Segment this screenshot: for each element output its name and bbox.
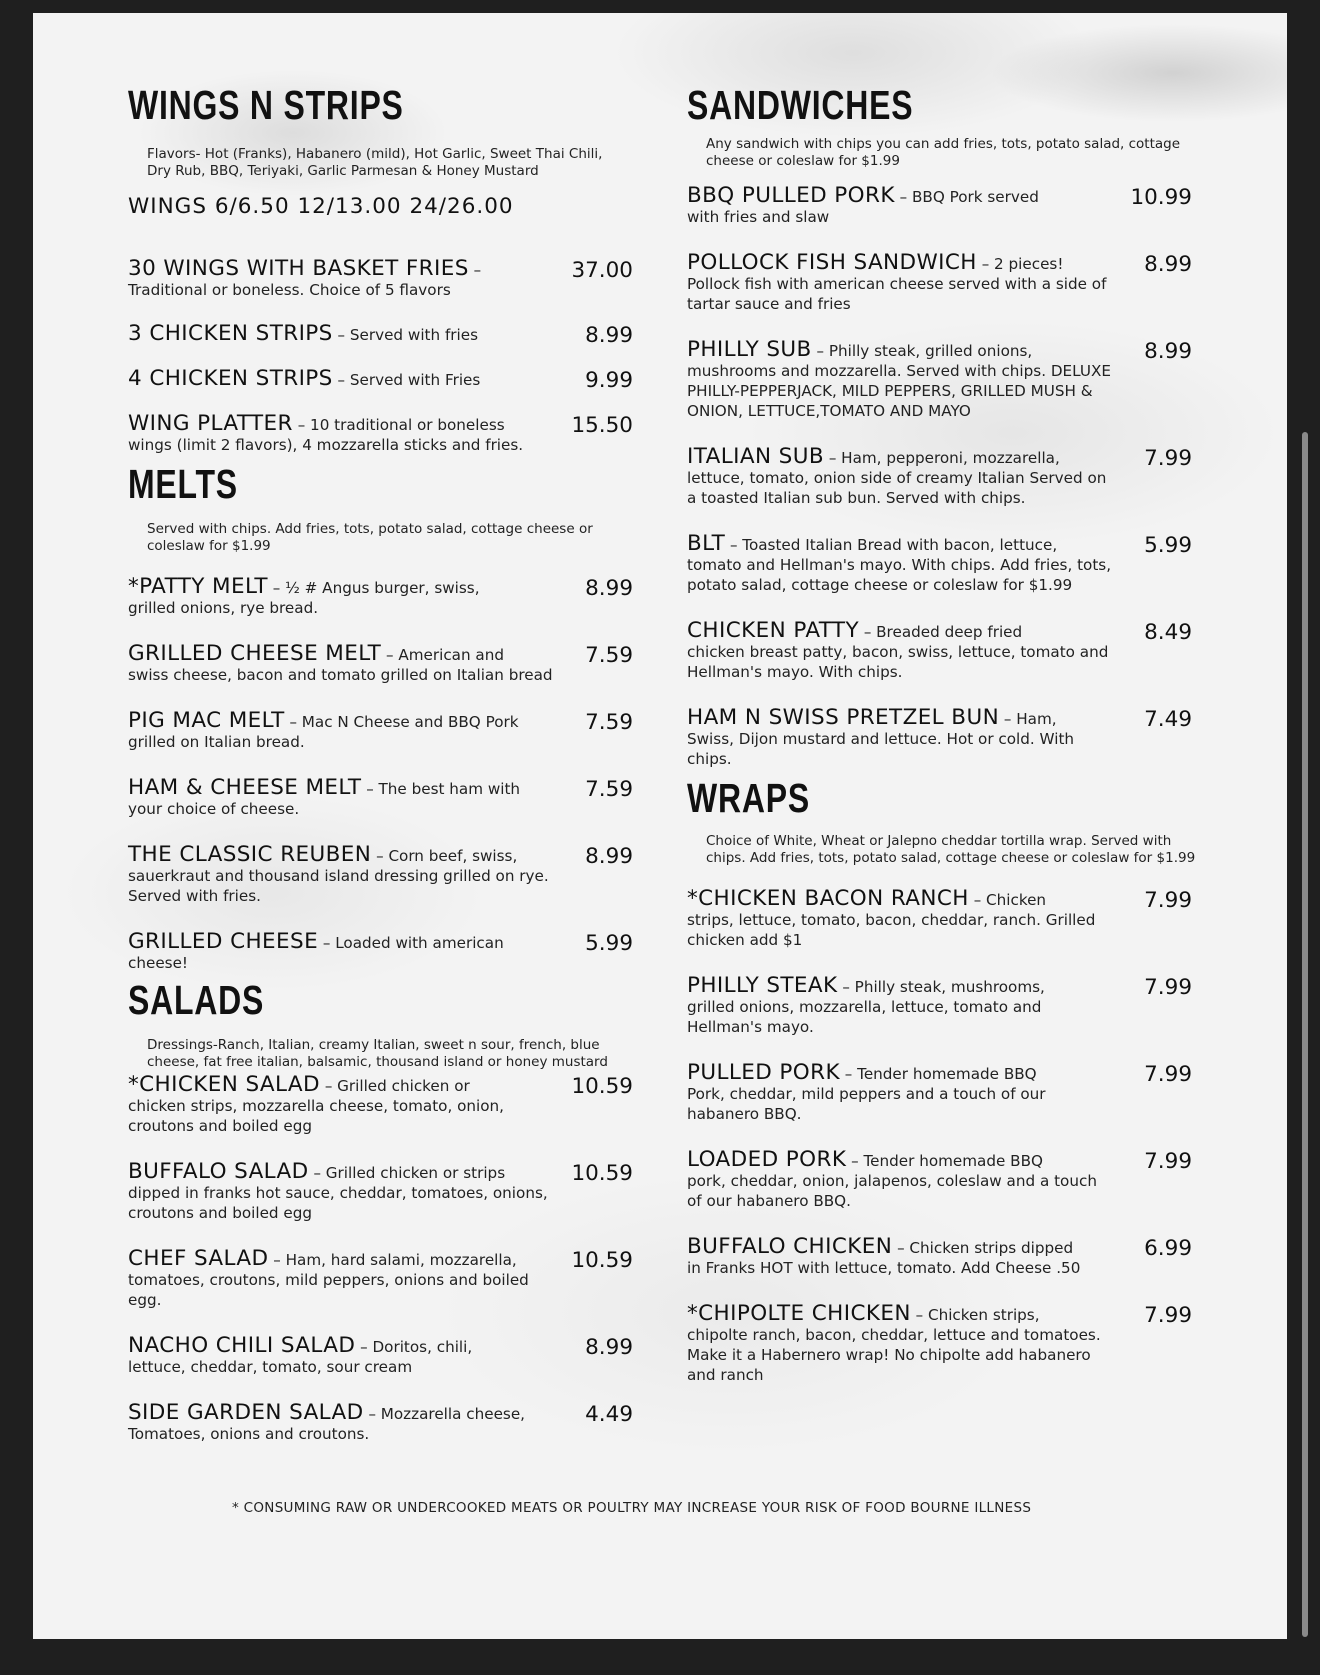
menu-item-text (128, 1333, 633, 1377)
menu-item-inline-desc: Chicken strips, (927, 1306, 1040, 1324)
menu-item-price: 5.99 (585, 931, 633, 956)
menu-item-price: 4.49 (585, 1402, 633, 1427)
menu-item (687, 1234, 1192, 1278)
menu-item (687, 444, 1192, 508)
menu-item-desc: grilled onions, rye bread. (128, 599, 319, 617)
menu-item-text (128, 708, 633, 752)
dash-separator: – (851, 1152, 859, 1170)
menu-item-name: CHICKEN PATTY (687, 618, 859, 643)
dash-separator: – (844, 1065, 853, 1083)
menu-item-text (687, 1234, 1192, 1278)
menu-item (687, 886, 1192, 950)
dash-separator: – (863, 623, 872, 641)
menu-item-text (687, 1060, 1192, 1124)
salads-section (128, 977, 633, 1444)
menu-item-price: 8.99 (585, 576, 633, 601)
menu-item-text (128, 1072, 633, 1136)
menu-item-price: 8.99 (585, 844, 633, 869)
menu-item-name: PHILLY STEAK (687, 973, 838, 998)
menu-item-inline-desc: Mac N Cheese and BBQ Pork (301, 713, 519, 731)
menu-item-inline-desc: Loaded with american (335, 934, 504, 952)
menu-item-desc: chicken breast patty, bacon, swiss, lettuce, tomato and Hellman's mayo. With chips. (687, 643, 1109, 681)
menu-item-inline-desc: Doritos, chili, (372, 1338, 473, 1356)
dash-separator: – (297, 416, 306, 434)
menu-item-price: 6.99 (1144, 1236, 1192, 1261)
menu-item-price: 10.59 (571, 1074, 633, 1099)
menu-item-price: 37.00 (571, 258, 633, 283)
menu-item-text (128, 1400, 633, 1444)
menu-item-text (128, 411, 633, 455)
menu-item-inline-desc: Breaded deep fried (876, 623, 1023, 641)
menu-item-list (128, 574, 633, 973)
menu-item-inline-desc: BBQ Pork served (911, 188, 1039, 206)
menu-item-name: PULLED PORK (687, 1060, 840, 1085)
menu-item (687, 1301, 1192, 1385)
menu-item-desc: Swiss, Dijon mustard and lettuce. Hot or cold. With chips. (687, 730, 1075, 768)
menu-item (687, 183, 1192, 227)
dash-separator: – (337, 371, 346, 389)
menu-item-name: CHEF SALAD (128, 1246, 269, 1271)
menu-item-inline-desc: Mozzarella cheese, (380, 1405, 526, 1423)
dash-separator: – (473, 261, 482, 279)
section-title: SANDWICHES (687, 82, 914, 128)
menu-item-name: ITALIAN SUB (687, 444, 824, 469)
menu-item-inline-desc: Chicken strips dipped (909, 1239, 1074, 1257)
menu-item-inline-desc: Served with Fries (349, 371, 481, 389)
menu-item-desc: lettuce, tomato, onion side of creamy Italian Served on a toasted Italian sub bun. Served with chips. (687, 469, 1107, 507)
menu-item-name: BUFFALO CHICKEN (687, 1234, 893, 1259)
section-note: Flavors- Hot (Franks), Habanero (mild), Hot Garlic, Sweet Thai Chili, Dry Rub, BBQ, Teriyaki, Garlic Parmesan & Honey Mustard (147, 146, 603, 179)
menu-item (128, 641, 633, 685)
menu-item-inline-desc: Ham, (1016, 710, 1057, 728)
menu-item-name: 30 WINGS WITH BASKET FRIES (128, 256, 469, 281)
wings-price-line: WINGS 6/6.50 12/13.00 24/26.00 (128, 194, 514, 219)
menu-item (128, 321, 633, 348)
scrollbar[interactable] (1302, 432, 1308, 1637)
menu-item-price: 8.99 (585, 1335, 633, 1360)
menu-item (128, 1159, 633, 1223)
dash-separator: – (337, 326, 346, 344)
menu-item-inline-desc: Grilled chicken or (337, 1077, 470, 1095)
menu-item-price: 7.99 (1144, 1062, 1192, 1087)
menu-item-name: HAM N SWISS PRETZEL BUN (687, 705, 1000, 730)
menu-item-inline-desc: Philly steak, mushrooms, (854, 978, 1045, 996)
menu-item (128, 256, 633, 300)
menu-item-price: 7.99 (1144, 1149, 1192, 1174)
menu-item (687, 973, 1192, 1037)
menu-item-name: POLLOCK FISH SANDWICH (687, 250, 977, 275)
menu-item-name: HAM & CHEESE MELT (128, 775, 362, 800)
right-column (687, 82, 1196, 1385)
menu-item-text (128, 574, 633, 618)
menu-item-price: 7.59 (585, 710, 633, 735)
menu-item-price: 7.99 (1144, 888, 1192, 913)
menu-item-text (687, 618, 1192, 682)
dash-separator: – (1003, 710, 1012, 728)
menu-item-list (687, 886, 1192, 1385)
menu-item-text (128, 1159, 633, 1223)
wings-section (128, 82, 633, 455)
menu-item (687, 531, 1192, 595)
menu-item-name: BBQ PULLED PORK (687, 183, 895, 208)
section-title: MELTS (128, 461, 238, 507)
section-note: Served with chips. Add fries, tots, potato salad, cottage cheese or coleslaw for $1.99 (147, 521, 593, 554)
menu-item-name: PIG MAC MELT (128, 708, 285, 733)
menu-item-inline-desc: The best ham with (378, 780, 521, 798)
menu-item-inline-desc: Philly steak, grilled onions, (828, 342, 1033, 360)
menu-item-price: 10.59 (571, 1161, 633, 1186)
menu-item (128, 1246, 633, 1310)
menu-item (687, 1060, 1192, 1124)
menu-item-desc: grilled on Italian bread. (128, 733, 305, 751)
menu-item-price: 7.99 (1144, 975, 1192, 1000)
menu-item-desc: lettuce, cheddar, tomato, sour cream (128, 1358, 413, 1376)
menu-item-text (687, 1301, 1192, 1385)
menu-item-inline-desc: American and (398, 646, 505, 664)
menu-item-name: 4 CHICKEN STRIPS (128, 366, 333, 391)
dash-separator: – (897, 1239, 905, 1257)
menu-item-price: 9.99 (585, 368, 633, 393)
menu-item-text (687, 886, 1192, 950)
menu-item-list (128, 1072, 633, 1444)
menu-item-name: *PATTY MELT (128, 574, 268, 599)
menu-item (128, 775, 633, 819)
menu-item-price: 15.50 (571, 413, 633, 438)
menu-item-text (687, 183, 1192, 227)
menu-item-desc: Tomatoes, onions and croutons. (128, 1425, 370, 1443)
dash-separator: – (272, 579, 281, 597)
menu-item (128, 1333, 633, 1377)
dash-separator: – (366, 780, 374, 798)
menu-item-price: 7.49 (1144, 707, 1192, 732)
dash-separator: – (289, 713, 297, 731)
menu-item-desc: pork, cheddar, onion, jalapenos, coleslaw and a touch of our habanero BBQ. (687, 1172, 1097, 1210)
menu-item-text (128, 842, 633, 906)
menu-item (128, 411, 633, 455)
menu-item-desc: Traditional or boneless. Choice of 5 flavors (128, 281, 451, 299)
menu-item-text (128, 256, 633, 300)
section-note: Any sandwich with chips you can add fries, tots, potato salad, cottage cheese or coleslaw for $1.99 (706, 136, 1181, 169)
menu-item-desc: sauerkraut and thousand island dressing grilled on rye. Served with fries. (128, 867, 549, 905)
menu-item-price: 8.99 (585, 323, 633, 348)
menu-item (687, 1147, 1192, 1211)
menu-item-text (128, 775, 633, 819)
dash-separator: – (322, 934, 331, 952)
dash-separator: – (899, 188, 908, 206)
menu-item-desc: grilled onions, mozzarella, lettuce, tomato and Hellman's mayo. (687, 998, 1042, 1036)
menu-item-text (687, 444, 1192, 508)
menu-item (687, 705, 1192, 769)
menu-item-text (128, 321, 633, 346)
menu-item-desc: strips, lettuce, tomato, bacon, cheddar, ranch. Grilled chicken add $1 (687, 911, 1096, 949)
menu-item-desc: your choice of cheese. (128, 800, 300, 818)
menu-item-name: GRILLED CHEESE MELT (128, 641, 382, 666)
menu-item-price: 7.59 (585, 777, 633, 802)
menu-item-text (687, 531, 1192, 595)
menu-item-price: 7.59 (585, 643, 633, 668)
dash-separator: – (973, 891, 982, 909)
dash-separator: – (313, 1164, 321, 1182)
menu-item-price: 5.99 (1144, 533, 1192, 558)
menu-item-desc: tomatoes, croutons, mild peppers, onions and boiled egg. (128, 1271, 529, 1309)
dash-separator: – (368, 1405, 376, 1423)
menu-item-inline-desc: Tender homemade BBQ (857, 1065, 1037, 1083)
menu-item-inline-desc: Tender homemade BBQ (863, 1152, 1043, 1170)
menu-item-price: 8.99 (1144, 339, 1192, 364)
menu-item-inline-desc: ½ # Angus burger, swiss, (285, 579, 480, 597)
menu-item-name: BUFFALO SALAD (128, 1159, 309, 1184)
menu-item-desc: tomato and Hellman's mayo. With chips. Add fries, tots, potato salad, cottage cheese or coleslaw for $1.99 (687, 556, 1112, 594)
menu-item-name: LOADED PORK (687, 1147, 847, 1172)
menu-item (128, 574, 633, 618)
menu-item-desc: Pork, cheddar, mild peppers and a touch of our habanero BBQ. (687, 1085, 1046, 1123)
section-title: WRAPS (687, 775, 810, 821)
menu-item-name: *CHICKEN SALAD (128, 1072, 320, 1097)
menu-item-price: 7.99 (1144, 446, 1192, 471)
dash-separator: – (981, 255, 990, 273)
menu-item-desc: Pollock fish with american cheese served with a side of tartar sauce and fries (687, 275, 1107, 313)
menu-item-name: GRILLED CHEESE (128, 929, 319, 954)
menu-item-desc: swiss cheese, bacon and tomato grilled on Italian bread (128, 666, 553, 684)
menu-item-name: THE CLASSIC REUBEN (128, 842, 372, 867)
sandwiches-section (687, 82, 1192, 769)
menu-item-inline-desc: Chicken (986, 891, 1047, 909)
menu-item-name: WING PLATTER (128, 411, 293, 436)
menu-item-desc: chicken strips, mozzarella cheese, tomato, onion, croutons and boiled egg (128, 1097, 505, 1135)
menu-item-text (128, 1246, 633, 1310)
menu-item (128, 1400, 633, 1444)
dash-separator: – (816, 342, 825, 360)
menu-item-name: *CHICKEN BACON RANCH (687, 886, 969, 911)
menu-item-text (128, 641, 633, 685)
menu-item-name: SIDE GARDEN SALAD (128, 1400, 364, 1425)
menu-item-name: *CHIPOLTE CHICKEN (687, 1301, 911, 1326)
menu-item-text (687, 973, 1192, 1037)
menu-item-inline-desc: Served with fries (349, 326, 479, 344)
menu-item-name: PHILLY SUB (687, 337, 812, 362)
section-note: Dressings-Ranch, Italian, creamy Italian, sweet n sour, french, blue cheese, fat free italian, balsamic, thousand island or honey mustard (147, 1037, 608, 1070)
menu-item (687, 337, 1192, 421)
menu-item-price: 10.59 (571, 1248, 633, 1273)
menu-item-text (687, 1147, 1192, 1211)
menu-item-text (687, 337, 1192, 421)
menu-item-text (128, 366, 633, 391)
menu-item (128, 842, 633, 906)
menu-item-inline-desc: Grilled chicken or strips (325, 1164, 506, 1182)
menu-item-price: 8.49 (1144, 620, 1192, 645)
section-title: WINGS N STRIPS (128, 82, 404, 128)
menu-item-price: 8.99 (1144, 252, 1192, 277)
section-title: SALADS (128, 977, 265, 1023)
menu-item-inline-desc: Ham, hard salami, mozzarella, (285, 1251, 517, 1269)
menu-item-inline-desc: Ham, pepperoni, mozzarella, (841, 449, 1060, 467)
left-column (128, 82, 633, 1444)
dash-separator: – (915, 1306, 924, 1324)
menu-item-desc: with fries and slaw (687, 208, 830, 226)
dash-separator: – (360, 1338, 368, 1356)
menu-item-text (687, 250, 1192, 314)
dash-separator: – (273, 1251, 281, 1269)
menu-item-desc: chipolte ranch, bacon, cheddar, lettuce and tomatoes. Make it a Habernero wrap! No chipolte add habanero and ranch (687, 1326, 1101, 1384)
footnote: * CONSUMING RAW OR UNDERCOOKED MEATS OR POULTRY MAY INCREASE YOUR RISK OF FOOD BOURNE ILLNESS (232, 1500, 1032, 1516)
menu-item-desc: dipped in franks hot sauce, cheddar, tomatoes, onions, croutons and boiled egg (128, 1184, 548, 1222)
dash-separator: – (376, 847, 384, 865)
dash-separator: – (324, 1077, 333, 1095)
menu-item (128, 1072, 633, 1136)
menu-item-name: NACHO CHILI SALAD (128, 1333, 356, 1358)
menu-item-name: BLT (687, 531, 726, 556)
menu-item-desc: mushrooms and mozzarella. Served with chips. DELUXE PHILLY-PEPPERJACK, MILD PEPPERS, GRILLED MUSH & ONION, LETTUCE,TOMATO AND MAYO (687, 362, 1111, 420)
dash-separator: – (729, 536, 738, 554)
melts-section (128, 461, 633, 973)
menu-item (128, 366, 633, 393)
menu-item-inline-desc: Corn beef, swiss, (388, 847, 518, 865)
menu-item (687, 618, 1192, 682)
menu-item-text (687, 705, 1192, 769)
menu-item-desc: in Franks HOT with lettuce, tomato. Add Cheese .50 (687, 1259, 1081, 1277)
menu-item-inline-desc: Toasted Italian Bread with bacon, lettuce, (742, 536, 1058, 554)
menu-item (687, 250, 1192, 314)
menu-item-inline-desc: 10 traditional or boneless (310, 416, 505, 434)
menu-item-desc: cheese! (128, 954, 189, 972)
menu-item-inline-desc: 2 pieces! (994, 255, 1064, 273)
wraps-section (687, 775, 1196, 1385)
menu-item-name: 3 CHICKEN STRIPS (128, 321, 333, 346)
menu-item-text (128, 929, 633, 973)
menu-item-list (128, 256, 633, 455)
menu-item-price: 10.99 (1130, 185, 1192, 210)
menu-item (128, 708, 633, 752)
menu-item (128, 929, 633, 973)
menu-item-list (687, 183, 1192, 769)
menu-item-price: 7.99 (1144, 1303, 1192, 1328)
dash-separator: – (842, 978, 850, 996)
menu-item-desc: wings (limit 2 flavors), 4 mozzarella sticks and fries. (128, 436, 524, 454)
section-note: Choice of White, Wheat or Jalepno cheddar tortilla wrap. Served with chips. Add fries, tots, potato salad, cottage cheese or coleslaw for $1.99 (706, 833, 1196, 866)
dash-separator: – (386, 646, 394, 664)
dash-separator: – (828, 449, 837, 467)
